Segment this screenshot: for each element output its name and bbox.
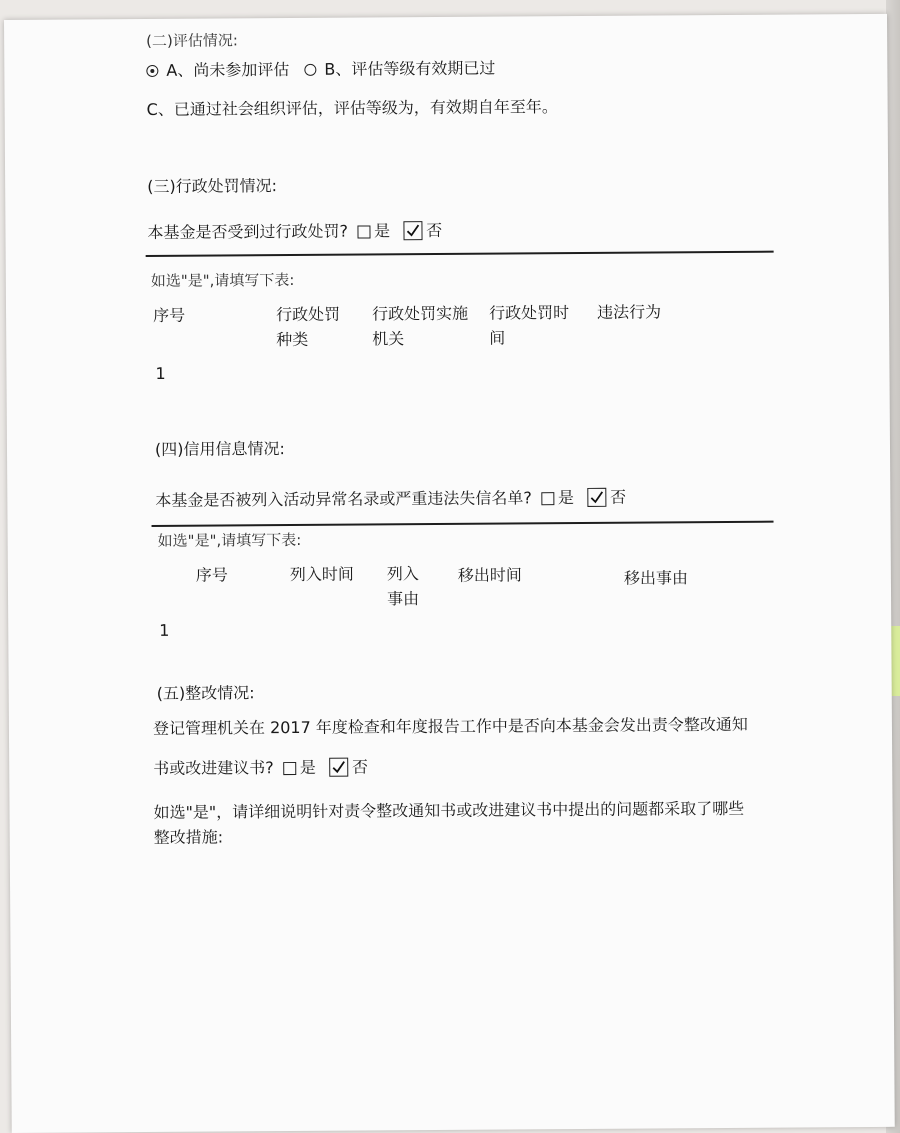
penalty-no-label: 否 bbox=[426, 220, 443, 241]
penalty-heading: (三)行政处罚情况: bbox=[147, 176, 278, 197]
penalty-divider bbox=[146, 251, 774, 257]
credit-col-2: 列入时间 bbox=[289, 564, 354, 585]
credit-fill-note: 如选"是",请填写下表: bbox=[157, 530, 302, 550]
credit-no-checkbox[interactable] bbox=[587, 488, 606, 507]
credit-heading: (四)信用信息情况: bbox=[154, 439, 285, 459]
penalty-col-2: 行政处罚种类 bbox=[275, 304, 341, 350]
rectification-no-label: 否 bbox=[351, 757, 369, 777]
credit-yes-checkbox[interactable] bbox=[541, 492, 554, 505]
credit-question: 本基金是否被列入活动异常名录或严重违法失信名单? bbox=[155, 488, 532, 510]
rectification-no-checkbox[interactable] bbox=[329, 758, 348, 777]
penalty-row-1-index: 1 bbox=[155, 363, 166, 383]
credit-col-3: 列入事由 bbox=[386, 564, 420, 609]
rectification-question-row bbox=[153, 757, 368, 778]
penalty-yes-checkbox[interactable] bbox=[357, 225, 370, 238]
penalty-col-3: 行政处罚实施机关 bbox=[371, 303, 469, 349]
credit-row-1-index: 1 bbox=[159, 620, 170, 640]
checkmark-icon bbox=[405, 223, 420, 238]
credit-col-5: 移出事由 bbox=[623, 568, 688, 588]
penalty-question: 本基金是否受到过行政处罚? bbox=[147, 221, 349, 243]
credit-col-1: 序号 bbox=[195, 565, 228, 585]
penalty-yes-label: 是 bbox=[374, 221, 391, 241]
rectification-heading: (五)整改情况: bbox=[156, 683, 255, 703]
penalty-col-5: 违法行为 bbox=[596, 302, 662, 322]
rectification-yes-checkbox[interactable] bbox=[283, 762, 296, 775]
option-b-label: B、评估等级有效期已过 bbox=[324, 58, 496, 79]
credit-divider bbox=[152, 521, 774, 527]
rectification-question-line-2: 书或改进建议书? bbox=[153, 758, 274, 778]
credit-col-4: 移出时间 bbox=[457, 565, 522, 585]
evaluation-heading: (二)评估情况: bbox=[146, 31, 238, 51]
penalty-fill-note: 如选"是",请填写下表: bbox=[150, 270, 295, 290]
checkmark-icon bbox=[331, 760, 346, 775]
evaluation-options-row bbox=[146, 59, 495, 81]
rectification-note-line-2: 整改措施: bbox=[153, 827, 224, 847]
credit-no-label: 否 bbox=[609, 487, 627, 507]
penalty-no-checkbox[interactable] bbox=[403, 221, 422, 240]
rectification-yes-label: 是 bbox=[299, 757, 316, 777]
option-a-label: A、尚未参加评估 bbox=[166, 60, 290, 80]
checkmark-icon bbox=[589, 490, 604, 505]
penalty-col-4: 行政处罚时间 bbox=[488, 303, 570, 348]
rectification-question-line-1: 登记管理机关在 2017 年度检查和年度报告工作中是否向本基金会发出责令整改通知 bbox=[152, 714, 748, 738]
credit-yes-label: 是 bbox=[557, 488, 575, 508]
credit-question-row bbox=[155, 488, 626, 511]
rectification-note-line-1: 如选"是"，请详细说明针对责令整改通知书或改进建议书中提出的问题都采取了哪些 bbox=[153, 798, 745, 822]
penalty-col-1: 序号 bbox=[153, 305, 186, 325]
penalty-question-row bbox=[147, 221, 442, 243]
option-a-radio[interactable] bbox=[146, 65, 158, 77]
option-b-radio[interactable] bbox=[304, 64, 316, 76]
option-c-text: C、已通过社会组织评估，评估等级为，有效期自年至年。 bbox=[146, 97, 558, 120]
document-page bbox=[4, 14, 895, 1133]
